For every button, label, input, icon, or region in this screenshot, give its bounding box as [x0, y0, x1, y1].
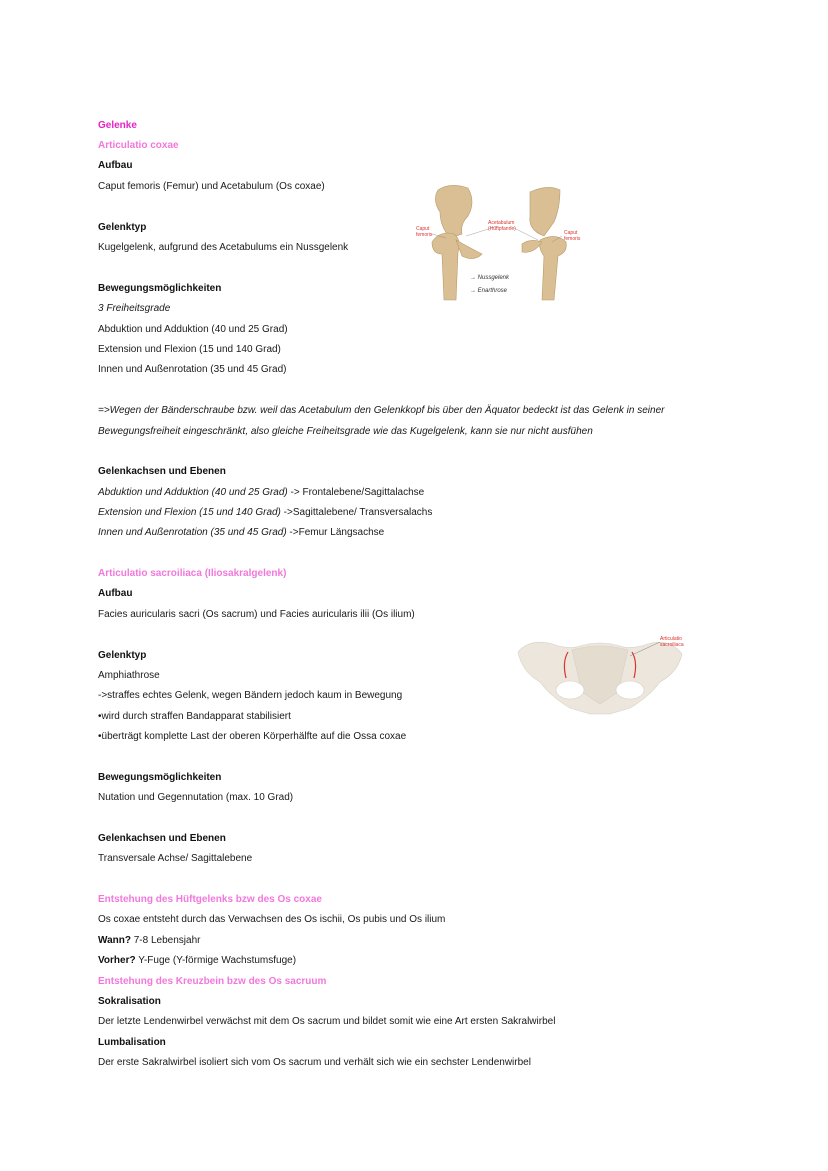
text-segment: Abduktion und Adduktion (40 und 25 Grad)	[98, 324, 288, 335]
text-line	[98, 1036, 166, 1050]
text-line	[98, 119, 137, 133]
text-segment: Extension und Flexion (15 und 140 Grad)	[98, 507, 281, 518]
text-line	[98, 465, 226, 479]
text-segment: Innen und Außenrotation (35 und 45 Grad)	[98, 364, 287, 375]
text-line	[98, 221, 146, 235]
text-line	[98, 139, 179, 153]
pelvis-figure	[510, 632, 690, 722]
label-acetabulum: Acetabulum	[488, 220, 515, 226]
text-segment: Extension und Flexion (15 und 140 Grad)	[98, 344, 281, 355]
label-caput-femoris-left-2: femoris	[416, 232, 433, 238]
text-line	[98, 954, 296, 968]
label-articulatio-sacroiliaca: Articulatio	[660, 636, 682, 642]
text-line	[98, 791, 293, 805]
text-segment: ->Femur Längsachse	[286, 527, 385, 538]
text-line	[98, 343, 281, 357]
text-segment: Amphiathrose	[98, 670, 160, 681]
text-line	[98, 608, 415, 622]
text-line	[98, 934, 200, 948]
text-line	[98, 587, 132, 601]
text-line	[98, 852, 252, 866]
text-segment: ->Sagittalebene/ Transversalachs	[280, 507, 433, 518]
label-caput-femoris-left: Caput	[416, 226, 430, 232]
text-segment: Der erste Sakralwirbel isoliert sich vom Os sacrum und verhält sich wie ein sechster Lendenwirbel	[98, 1057, 531, 1068]
subheading: Bewegungsmöglichkeiten	[98, 283, 222, 294]
text-segment: •überträgt komplette Last der oberen Körperhälfte auf die Ossa coxae	[98, 731, 407, 742]
text-line	[98, 771, 221, 785]
subheading: Lumbalisation	[98, 1037, 166, 1048]
section-heading: Gelenke	[98, 120, 137, 131]
text-segment: Nutation und Gegennutation (max. 10 Grad)	[98, 792, 294, 803]
text-segment: Innen und Außenrotation (35 und 45 Grad)	[98, 527, 287, 538]
section-heading: Articulatio sacroiliaca (Iliosakralgelenk)	[98, 568, 287, 579]
section-heading: Entstehung des Hüftgelenks bzw des Os coxae	[98, 894, 322, 905]
text-segment: Y-Fuge (Y-förmige Wachstumsfuge)	[135, 955, 297, 966]
text-line	[98, 913, 445, 927]
subheading: Gelenkachsen und Ebenen	[98, 466, 226, 477]
text-line	[98, 669, 160, 683]
text-segment: Os coxae entsteht durch das Verwachsen des Os ischii, Os pubis und Os ilium	[98, 914, 446, 925]
text-line	[98, 425, 593, 439]
text-line	[98, 1056, 531, 1070]
subheading: Sokralisation	[98, 996, 161, 1007]
text-line	[98, 995, 161, 1009]
subheading: Aufbau	[98, 588, 133, 599]
text-line	[98, 730, 406, 744]
text-line	[98, 302, 170, 316]
subheading: Gelenkachsen und Ebenen	[98, 833, 226, 844]
text-segment: Kugelgelenk, aufgrund des Acetabulums ein Nussgelenk	[98, 242, 349, 253]
note-nussgelenk: → Nussgelenk	[470, 275, 510, 281]
note-enarthrose: → Enarthrose	[470, 288, 508, 294]
subheading: Vorher?	[98, 955, 136, 966]
text-segment: 7-8 Lebensjahr	[130, 935, 201, 946]
text-line	[98, 363, 286, 377]
text-segment: Transversale Achse/ Sagittalebene	[98, 853, 253, 864]
text-line	[98, 159, 132, 173]
text-line	[98, 567, 286, 581]
label-acetabulum-2: (Hüftpfanne)	[488, 226, 516, 232]
label-caput-femoris-right-2: femoris	[564, 236, 581, 242]
text-line	[98, 404, 664, 418]
subheading: Gelenktyp	[98, 222, 147, 233]
subheading: Gelenktyp	[98, 650, 147, 661]
text-line	[98, 526, 384, 540]
section-heading: Articulatio coxae	[98, 140, 179, 151]
text-segment: Abduktion und Adduktion (40 und 25 Grad)	[98, 487, 288, 498]
text-segment: =>Wegen der Bänderschraube bzw. weil das Acetabulum den Gelenkkopf bis über den Äquator bedeckt ist das Gelenk in seiner	[98, 405, 665, 416]
subheading: Bewegungsmöglichkeiten	[98, 772, 222, 783]
text-segment: Der letzte Lendenwirbel verwächst mit dem Os sacrum und bildet somit wie eine Art ersten Sakralwirbel	[98, 1016, 556, 1027]
subheading: Wann?	[98, 935, 131, 946]
subheading: Aufbau	[98, 160, 133, 171]
hip-joint-figure	[410, 182, 600, 307]
text-line	[98, 1015, 555, 1029]
text-line	[98, 180, 325, 194]
text-segment: 3 Freiheitsgrade	[98, 303, 171, 314]
text-line	[98, 689, 402, 703]
text-line	[98, 486, 424, 500]
text-line	[98, 710, 291, 724]
text-segment: Caput femoris (Femur) und Acetabulum (Os coxae)	[98, 181, 325, 192]
text-segment: -> Frontalebene/Sagittalachse	[287, 487, 425, 498]
text-line	[98, 832, 226, 846]
text-line	[98, 975, 326, 989]
text-segment: ->straffes echtes Gelenk, wegen Bändern jedoch kaum in Bewegung	[98, 690, 403, 701]
label-caput-femoris-right: Caput	[564, 230, 578, 236]
text-line	[98, 282, 221, 296]
text-line	[98, 649, 146, 663]
section-heading: Entstehung des Kreuzbein bzw des Os sacruum	[98, 976, 327, 987]
text-segment: •wird durch straffen Bandapparat stabilisiert	[98, 711, 291, 722]
text-line	[98, 506, 432, 520]
text-segment: Bewegungsfreiheit eingeschränkt, also gleiche Freiheitsgrade wie das Kugelgelenk, kann sie nur nicht ausfühen	[98, 426, 593, 437]
text-segment: Facies auricularis sacri (Os sacrum) und Facies auricularis ilii (Os ilium)	[98, 609, 415, 620]
text-line	[98, 323, 288, 337]
text-line	[98, 241, 348, 255]
text-line	[98, 893, 322, 907]
label-articulatio-sacroiliaca-2: sacroiliaca	[660, 642, 684, 648]
